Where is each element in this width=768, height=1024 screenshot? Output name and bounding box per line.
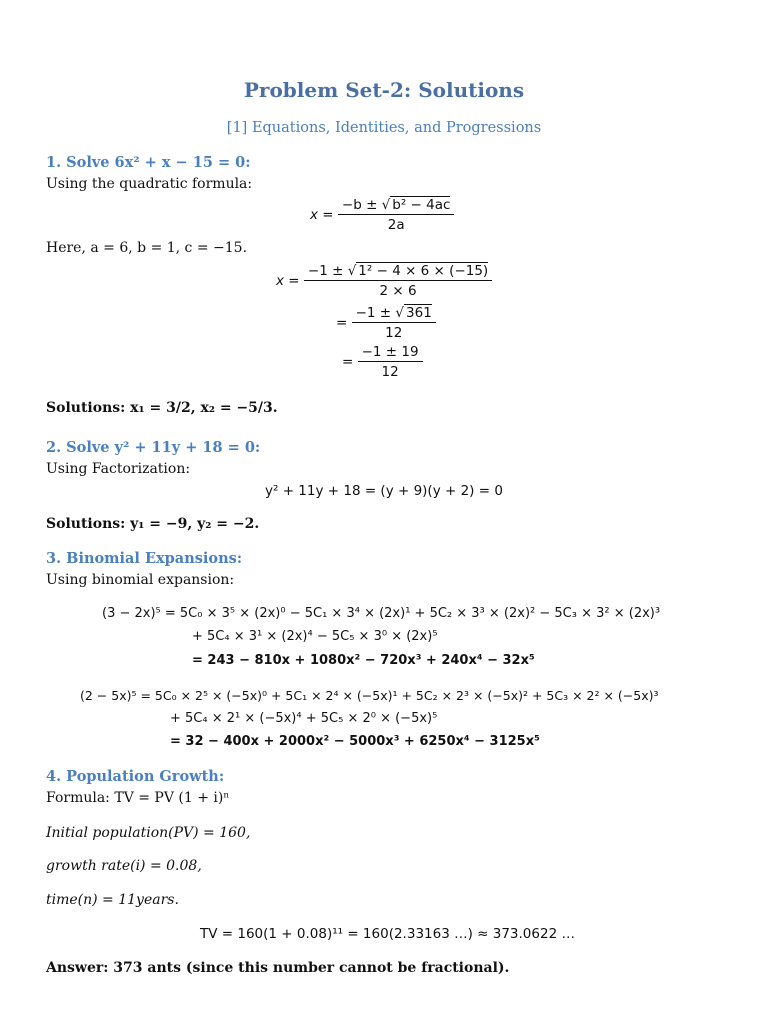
step1-fraction: $\frac{\text{−1 ± √ 1² − 4 × 6 × (−15)}}{2 \times 6}$ — [304, 263, 492, 299]
q1-step2 — [336, 305, 436, 341]
q1-intro: Using the quadratic formula: — [46, 176, 253, 192]
formula-lhs: x = — [310, 207, 334, 223]
q4-heading: 4. Population Growth: — [46, 768, 225, 785]
q1-here: Here, a = 6, b = 1, c = −15. — [46, 240, 248, 256]
q3-heading: 3. Binomial Expansions: — [46, 550, 243, 567]
section-subtitle: [1] Equations, Identities, and Progressions — [226, 120, 542, 136]
step2-denominator: 12 — [385, 325, 403, 341]
step3-lhs: = — [342, 354, 354, 370]
formula-numerator-a: −b ± — [341, 197, 382, 213]
q2-solutions: Solutions: y₁ = −9, y₂ = −2. — [46, 516, 260, 532]
q4-growth-rate: growth rate(i) = 0.08, — [46, 858, 202, 874]
q4-answer: Answer: 373 ants (since this number cannot be fractional). — [46, 960, 510, 976]
q2-intro: Using Factorization: — [46, 461, 191, 477]
step1-numerator-a: −1 ± — [307, 263, 348, 279]
formula-numerator-root: b² − 4ac — [392, 197, 451, 213]
q1-heading: 1. Solve 6x² + x − 15 = 0: — [46, 154, 251, 171]
step1-numerator-root: 1² − 4 × 6 × (−15) — [358, 263, 489, 279]
page-title: Problem Set-2: Solutions — [243, 78, 525, 102]
step2-numerator-root: 361 — [406, 305, 432, 321]
q1-step3 — [342, 344, 423, 380]
quadratic-formula — [310, 197, 454, 233]
formula-denominator: 2a — [387, 217, 405, 233]
q4-computation: TV = 160(1 + 0.08)¹¹ = 160(2.33163 …) ≈ 373.0622 … — [200, 926, 575, 942]
expansion1-line1: (3 − 2x)⁵ = 5C₀ × 3⁵ × (2x)⁰ − 5C₁ × 3⁴ × (2x)¹ + 5C₂ × 3³ × (2x)² − 5C₃ × 3² × (2x)³ — [102, 606, 661, 621]
q1-solutions: Solutions: x₁ = 3/2, x₂ = −5/3. — [46, 400, 278, 416]
q4-formula: Formula: TV = PV (1 + i)ⁿ — [46, 790, 230, 806]
expansion2-line1: (2 − 5x)⁵ = 5C₀ × 2⁵ × (−5x)⁰ + 5C₁ × 2⁴ × (−5x)¹ + 5C₂ × 2³ × (−5x)² + 5C₃ × 2² × (−5x)³ — [80, 688, 659, 703]
step1-lhs: x = — [276, 273, 300, 289]
step3-denominator: 12 — [381, 364, 399, 380]
q4-time: time(n) = 11years. — [46, 892, 179, 908]
formula-fraction: $\frac{\text{−b ± √ b² − 4ac}}{2a}$ — [338, 197, 455, 233]
q4-initial-population: Initial population(PV) = 160, — [46, 825, 251, 841]
step3-fraction — [358, 344, 423, 380]
step2-fraction: $\frac{-1 \pm √ 361}{12}$ — [352, 305, 436, 341]
q3-intro: Using binomial expansion: — [46, 572, 235, 588]
step1-denominator: 2 × 6 — [379, 283, 417, 299]
expansion1-result: = 243 − 810x + 1080x² − 720x³ + 240x⁴ − 32x⁵ — [192, 653, 535, 668]
q1-step1 — [276, 263, 492, 299]
step3-numerator: −1 ± 19 — [358, 344, 423, 362]
expansion2-result: = 32 − 400x + 2000x² − 5000x³ + 6250x⁴ − 3125x⁵ — [170, 734, 540, 749]
step2-lhs: = — [336, 315, 348, 331]
step2-numerator-a: −1 ± — [355, 305, 396, 321]
q2-equation: y² + 11y + 18 = (y + 9)(y + 2) = 0 — [265, 483, 503, 499]
expansion2-line2: + 5C₄ × 2¹ × (−5x)⁴ + 5C₅ × 2⁰ × (−5x)⁵ — [170, 711, 438, 726]
q2-heading: 2. Solve y² + 11y + 18 = 0: — [46, 439, 261, 456]
expansion1-line2: + 5C₄ × 3¹ × (2x)⁴ − 5C₅ × 3⁰ × (2x)⁵ — [192, 629, 438, 644]
